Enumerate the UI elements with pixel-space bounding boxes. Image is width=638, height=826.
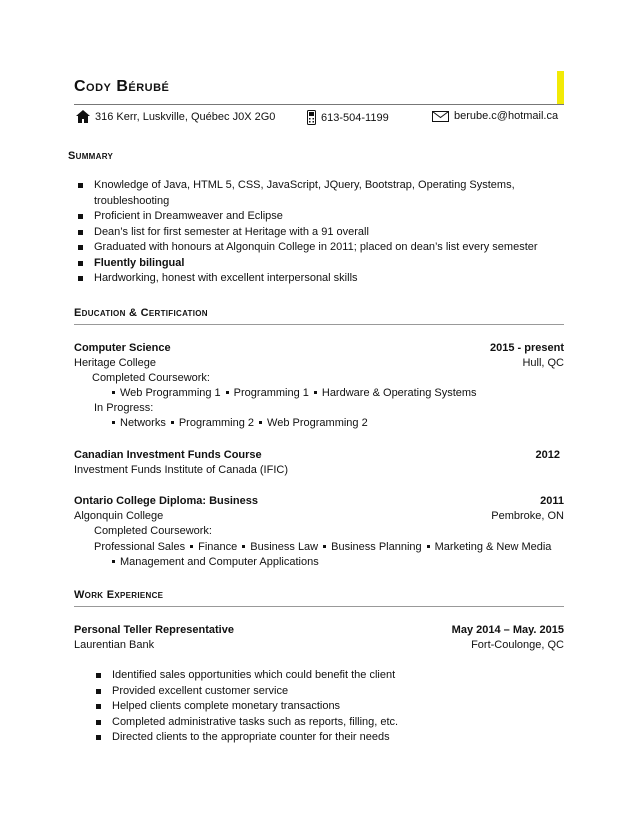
education-entry-cs (74, 341, 564, 356)
work-divider (74, 606, 564, 607)
address-text: 316 Kerr, Luskville, Québec J0X 2G0 (95, 110, 276, 123)
phone-text: 613-504-1199 (321, 111, 389, 124)
school-location: Pembroke, ON (491, 510, 564, 522)
summary-item: Fluently bilingual (76, 256, 538, 272)
degree-dates: 2012 (535, 449, 560, 461)
degree-title: Computer Science (74, 342, 171, 354)
duty-item: Directed clients to the appropriate counter for their needs (94, 730, 398, 746)
email-block (432, 110, 558, 122)
summary-item: Dean’s list for first semester at Heritage with a 91 overall (76, 225, 538, 241)
employer-name: Laurentian Bank (74, 639, 155, 651)
coursework-list: Web Programming 1 Programming 1 Hardware & Operating Systems (112, 386, 477, 401)
education-school-row (74, 356, 564, 371)
phone-block (307, 110, 389, 125)
education-divider (74, 324, 564, 325)
work-heading: Work Experience (74, 589, 164, 601)
school-name: Investment Funds Institute of Canada (IFIC) (74, 464, 288, 476)
home-icon (76, 110, 90, 123)
job-title: Personal Teller Representative (74, 624, 234, 636)
duty-item: Helped clients complete monetary transactions (94, 699, 398, 715)
in-progress-label: In Progress: (94, 402, 154, 414)
education-entry-ifc (74, 448, 560, 463)
duty-item: Identified sales opportunities which could benefit the client (94, 668, 398, 684)
employer-location: Fort-Coulonge, QC (471, 639, 564, 651)
in-progress-list: Networks Programming 2 Web Programming 2 (112, 416, 368, 431)
education-school-row (74, 509, 564, 524)
coursework-list: Professional Sales Finance Business Law Business Planning Marketing & New Media (94, 541, 552, 553)
summary-item: Graduated with honours at Algonquin College in 2011; placed on dean’s list every semester (76, 240, 538, 256)
email-link[interactable]: berube.c@hotmail.ca (454, 110, 559, 122)
summary-item: Proficient in Dreamweaver and Eclipse (76, 209, 538, 225)
job-employer-row (74, 638, 564, 653)
address-block (76, 110, 275, 123)
accent-bar (557, 71, 564, 105)
duties-list (94, 668, 398, 746)
summary-list (76, 178, 538, 287)
school-name: Heritage College (74, 357, 156, 369)
degree-dates: 2011 (540, 495, 564, 507)
duty-item: Provided excellent customer service (94, 684, 398, 700)
summary-item: Knowledge of Java, HTML 5, CSS, JavaScript, JQuery, Bootstrap, Operating Systems, troubleshooting (76, 178, 538, 209)
header-divider (74, 104, 564, 105)
education-heading: Education & Certification (74, 307, 208, 319)
summary-item: Hardworking, honest with excellent interpersonal skills (76, 271, 538, 287)
envelope-icon (432, 111, 449, 122)
degree-title: Ontario College Diploma: Business (74, 495, 258, 507)
job-entry (74, 623, 564, 638)
coursework-list-cont: Management and Computer Applications (112, 555, 319, 570)
phone-icon (307, 110, 316, 125)
coursework-label: Completed Coursework: (92, 372, 210, 384)
school-name: Algonquin College (74, 510, 164, 522)
degree-title: Canadian Investment Funds Course (74, 449, 262, 461)
coursework-label: Completed Coursework: (94, 525, 212, 537)
school-location: Hull, QC (522, 357, 564, 369)
summary-heading: Summary (68, 150, 114, 162)
duty-item: Completed administrative tasks such as reports, filling, etc. (94, 715, 398, 731)
education-entry-ocd (74, 494, 564, 509)
resume-name: Cody Bérubé (74, 78, 170, 95)
job-dates: May 2014 – May. 2015 (451, 624, 564, 636)
degree-dates: 2015 - present (490, 342, 564, 354)
